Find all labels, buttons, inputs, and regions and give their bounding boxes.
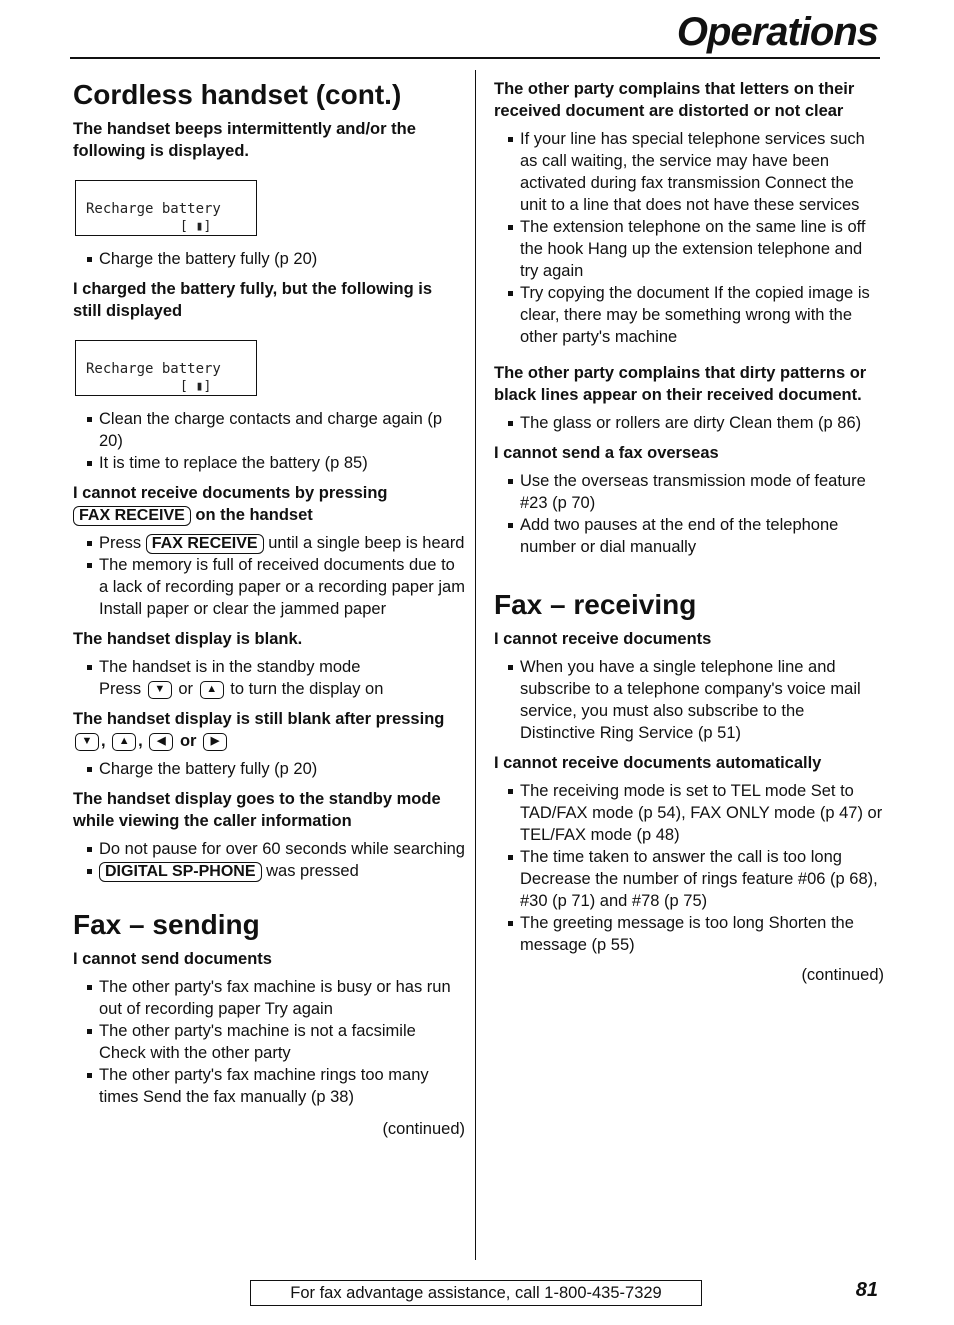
footer-assistance: For fax advantage assistance, call 1-800-435-7329 [250,1280,702,1306]
down-arrow-key-icon: ▼ [75,733,99,751]
column-divider [475,70,476,1260]
up-arrow-key-icon: ▲ [112,733,136,751]
lcd-display-2-text: Recharge battery [86,361,221,377]
list-item: When you have a single telephone line and subscribe to a telephone company's voice mail service, you must also subscribe to the Distinctive Ring Service (p 51) [508,656,884,744]
answer-list-7 [73,976,465,1108]
question-cannot-receive-by-pressing [73,482,465,526]
fax-receive-key: FAX RECEIVE [73,506,191,526]
answer-list-r1 [494,128,884,348]
answer-list-2 [73,408,465,474]
answer-list-3 [73,532,465,620]
item-text: was pressed [266,862,359,880]
answer-list-1 [73,248,465,270]
lcd-display-2 [75,340,257,396]
right-column [494,78,884,986]
answer-list-5 [73,758,465,780]
answer-list-6 [73,838,465,882]
left-column [73,78,465,1140]
list-item: The greeting message is too long Shorten the message (p 55) [508,912,884,956]
list-item: Try copying the document If the copied image is clear, there may be something wrong with the other party's machine [508,282,884,348]
question-cannot-receive-automatically: I cannot receive documents automatically [494,754,822,772]
list-item: The memory is full of received documents due to a lack of recording paper or a recording paper jam Install paper or clear the jammed paper [87,554,465,620]
list-item: If your line has special telephone services such as call waiting, the service may have been activated during fax transmission Connect the unit to a line that does not have these services [508,128,884,216]
question-cannot-send-overseas: I cannot send a fax overseas [494,444,719,462]
list-item: Add two pauses at the end of the telephone number or dial manually [508,514,884,558]
list-item: The other party's fax machine is busy or has run out of recording paper Try again [87,976,465,1020]
lcd-display-1-text: Recharge battery [86,201,221,217]
lcd-display-1 [75,180,257,236]
answer-list-4 [73,656,465,700]
answer-list-r4 [494,656,884,744]
battery-indicator-icon: [ ▮] [180,219,212,234]
section-title-fax-receiving: Fax – receiving [494,589,697,620]
up-arrow-key-icon: ▲ [200,681,224,699]
right-arrow-key-icon: ▶ [203,733,227,751]
answer-list-r3 [494,470,884,558]
question-text: or [179,732,197,750]
list-item [87,656,465,700]
list-item: Charge the battery fully (p 20) [87,248,465,270]
down-arrow-key-icon: ▼ [148,681,172,699]
item-text: The handset is in the standby mode [99,658,361,676]
list-item [87,860,465,882]
question-cannot-receive: I cannot receive documents [494,630,712,648]
list-item: Charge the battery fully (p 20) [87,758,465,780]
digital-sp-phone-key: DIGITAL SP-PHONE [99,862,262,882]
section-title-fax-sending: Fax – sending [73,909,260,940]
question-text: The handset display is still blank after pressing [73,710,445,728]
question-text: I cannot receive documents by pressing [73,484,388,502]
question-cannot-send: I cannot send documents [73,950,272,968]
section-title-cordless-handset: Cordless handset (cont.) [73,79,402,110]
question-charged-still-displayed: I charged the battery fully, but the following is still displayed [73,280,433,320]
question-beeps-intermittently: The handset beeps intermittently and/or the following is displayed. [73,120,416,160]
continued-note: (continued) [801,966,884,984]
list-item: The time taken to answer the call is too long Decrease the number of rings feature #06 (p 68), #30 (p 71) and #78 (p 75) [508,846,884,912]
list-item: Use the overseas transmission mode of feature #23 (p 70) [508,470,884,514]
page-header-title: Operations [676,10,878,54]
question-display-blank: The handset display is blank. [73,630,303,648]
answer-list-r5 [494,780,884,956]
page-number: 81 [855,1279,878,1301]
question-display-still-blank: The handset display is still blank after pressing ▼ , ▲ , ◀ or ▶ [73,710,445,750]
answer-list-r2 [494,412,884,434]
list-item: Clean the charge contacts and charge again (p 20) [87,408,465,452]
question-dirty-patterns: The other party complains that dirty patterns or black lines appear on their received document. [494,364,867,404]
fax-receive-key: FAX RECEIVE [146,534,264,554]
item-text: Press [99,534,142,552]
header-rule [70,57,880,59]
list-item: It is time to replace the battery (p 85) [87,452,465,474]
item-text: or [178,680,194,698]
item-text: Press [99,680,142,698]
left-arrow-key-icon: ◀ [149,733,173,751]
item-text: to turn the display on [230,680,384,698]
question-display-goes-standby: The handset display goes to the standby mode while viewing the caller information [73,790,441,830]
list-item: The receiving mode is set to TEL mode Set to TAD/FAX mode (p 54), FAX ONLY mode (p 47) or TEL/FAX mode (p 48) [508,780,884,846]
list-item: The other party's fax machine rings too many times Send the fax manually (p 38) [87,1064,465,1108]
list-item: The other party's machine is not a facsimile Check with the other party [87,1020,465,1064]
question-letters-distorted: The other party complains that letters on their received document are distorted or not clear [494,80,855,120]
battery-indicator-icon: [ ▮] [180,379,212,394]
question-text: on the handset [195,506,313,524]
list-item: Do not pause for over 60 seconds while searching [87,838,465,860]
continued-note: (continued) [382,1120,465,1138]
list-item: The extension telephone on the same line is off the hook Hang up the extension telephone and try again [508,216,884,282]
list-item [87,532,465,554]
item-text: until a single beep is heard [268,534,465,552]
list-item: The glass or rollers are dirty Clean them (p 86) [508,412,884,434]
